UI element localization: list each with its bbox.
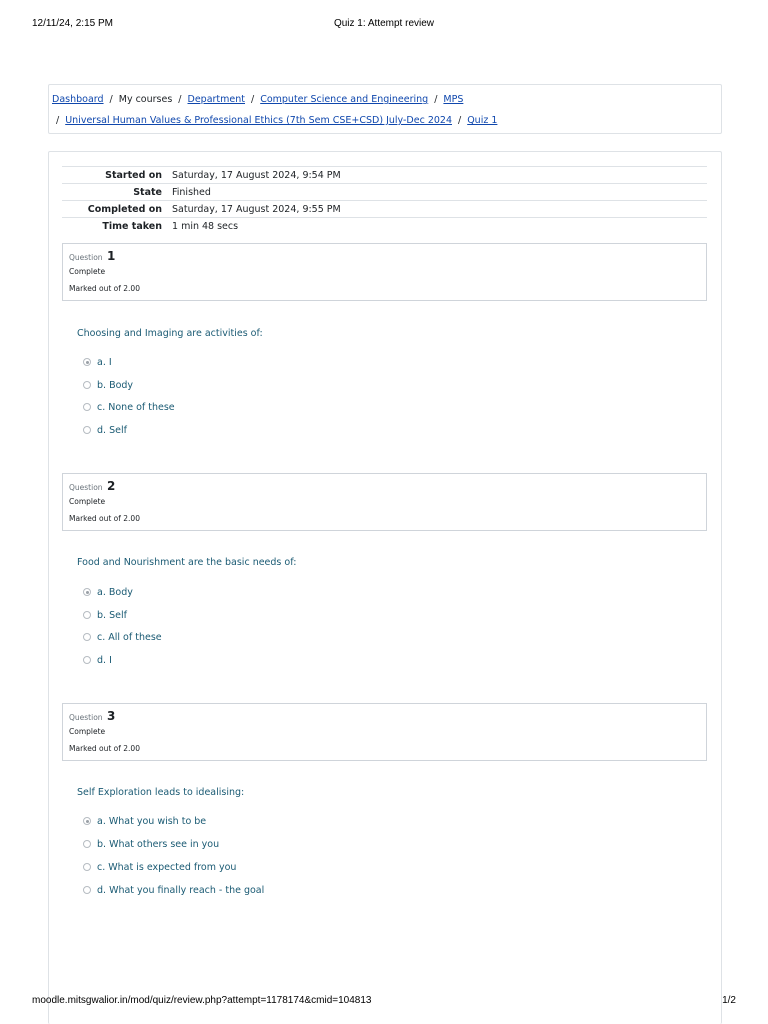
option-label: c. All of these — [97, 632, 162, 643]
radio-icon[interactable] — [83, 381, 91, 389]
summary-value: Saturday, 17 August 2024, 9:55 PM — [172, 203, 341, 215]
question-2-option-a[interactable] — [83, 587, 133, 598]
summary-label: State — [133, 186, 162, 198]
option-label: a. I — [97, 357, 112, 368]
question-grade: Marked out of 2.00 — [69, 514, 140, 523]
option-label: c. What is expected from you — [97, 862, 237, 873]
summary-value: 1 min 48 secs — [172, 220, 239, 232]
question-number-value: 1 — [106, 249, 116, 263]
breadcrumb-course-link[interactable]: Universal Human Values & Professional Ethics (7th Sem CSE+CSD) July-Dec 2024 — [65, 115, 452, 126]
question-2-option-c[interactable] — [83, 632, 162, 643]
breadcrumb-dashboard-link[interactable]: Dashboard — [52, 94, 104, 105]
breadcrumb-quiz-link[interactable]: Quiz 1 — [467, 115, 498, 126]
radio-icon[interactable] — [83, 611, 91, 619]
option-label: b. Self — [97, 610, 127, 621]
summary-label: Completed on — [87, 203, 162, 215]
question-3-option-d[interactable] — [83, 885, 264, 896]
question-state: Complete — [69, 267, 106, 276]
breadcrumb-department-link[interactable]: Department — [187, 94, 245, 105]
question-2-text: Food and Nourishment are the basic needs of: — [77, 557, 297, 568]
print-page-number: 1/2 — [722, 995, 736, 1006]
summary-row-time-taken — [62, 218, 707, 235]
radio-icon[interactable] — [83, 840, 91, 848]
option-label: a. What you wish to be — [97, 816, 207, 827]
question-1-info — [62, 243, 707, 301]
option-label: d. What you finally reach - the goal — [97, 885, 265, 896]
summary-label: Time taken — [102, 220, 162, 232]
print-datetime: 12/11/24, 2:15 PM — [32, 18, 113, 29]
radio-icon[interactable] — [83, 886, 91, 894]
breadcrumb-separator: / — [458, 115, 462, 126]
print-header — [32, 18, 736, 32]
question-prefix: Question — [69, 483, 103, 492]
question-2-option-d[interactable] — [83, 655, 112, 666]
question-number — [69, 479, 115, 493]
summary-value: Finished — [172, 186, 211, 198]
question-1-option-d[interactable] — [83, 425, 127, 436]
summary-label: Started on — [105, 169, 162, 181]
breadcrumb-my-courses: My courses — [118, 94, 173, 105]
option-label: a. Body — [97, 587, 133, 598]
question-1-option-a[interactable] — [83, 357, 112, 368]
radio-selected-icon[interactable] — [83, 588, 91, 596]
question-number — [69, 249, 115, 263]
option-label: b. Body — [97, 380, 134, 391]
summary-row-started — [62, 167, 707, 184]
question-number-value: 2 — [106, 479, 116, 493]
breadcrumb-separator: / — [251, 94, 255, 105]
breadcrumb-separator: / — [434, 94, 438, 105]
question-1-text: Choosing and Imaging are activities of: — [77, 328, 263, 339]
breadcrumb-mps-link[interactable]: MPS — [443, 94, 464, 105]
radio-icon[interactable] — [83, 656, 91, 664]
summary-row-completed — [62, 201, 707, 218]
print-footer — [32, 995, 736, 1009]
radio-icon[interactable] — [83, 403, 91, 411]
radio-selected-icon[interactable] — [83, 358, 91, 366]
breadcrumb-cse-link[interactable]: Computer Science and Engineering — [260, 94, 429, 105]
radio-icon[interactable] — [83, 633, 91, 641]
question-1-option-c[interactable] — [83, 402, 175, 413]
radio-icon[interactable] — [83, 426, 91, 434]
summary-value: Saturday, 17 August 2024, 9:54 PM — [172, 169, 341, 181]
question-state: Complete — [69, 497, 106, 506]
breadcrumb-separator: / — [109, 94, 113, 105]
attempt-summary-table — [62, 166, 707, 235]
question-grade: Marked out of 2.00 — [69, 284, 140, 293]
option-label: b. What others see in you — [97, 839, 220, 850]
question-number — [69, 709, 115, 723]
question-1-option-b[interactable] — [83, 380, 133, 391]
question-3-info — [62, 703, 707, 761]
question-2-info — [62, 473, 707, 531]
question-prefix: Question — [69, 713, 103, 722]
question-3-option-c[interactable] — [83, 862, 236, 873]
question-3-option-b[interactable] — [83, 839, 219, 850]
radio-icon[interactable] — [83, 863, 91, 871]
breadcrumb-separator: / — [56, 115, 60, 126]
question-3-option-a[interactable] — [83, 816, 206, 827]
radio-selected-icon[interactable] — [83, 817, 91, 825]
summary-row-state — [62, 184, 707, 201]
option-label: d. I — [97, 655, 112, 666]
question-prefix: Question — [69, 253, 103, 262]
breadcrumb — [48, 84, 722, 134]
question-state: Complete — [69, 727, 106, 736]
question-number-value: 3 — [106, 709, 116, 723]
question-grade: Marked out of 2.00 — [69, 744, 140, 753]
option-label: d. Self — [97, 425, 127, 436]
breadcrumb-separator: / — [178, 94, 182, 105]
question-3-text: Self Exploration leads to idealising: — [77, 787, 245, 798]
question-2-option-b[interactable] — [83, 610, 127, 621]
option-label: c. None of these — [97, 402, 175, 413]
print-url: moodle.mitsgwalior.in/mod/quiz/review.php?attempt=1178174&cmid=104813 — [32, 995, 372, 1006]
print-page-title: Quiz 1: Attempt review — [333, 18, 435, 29]
